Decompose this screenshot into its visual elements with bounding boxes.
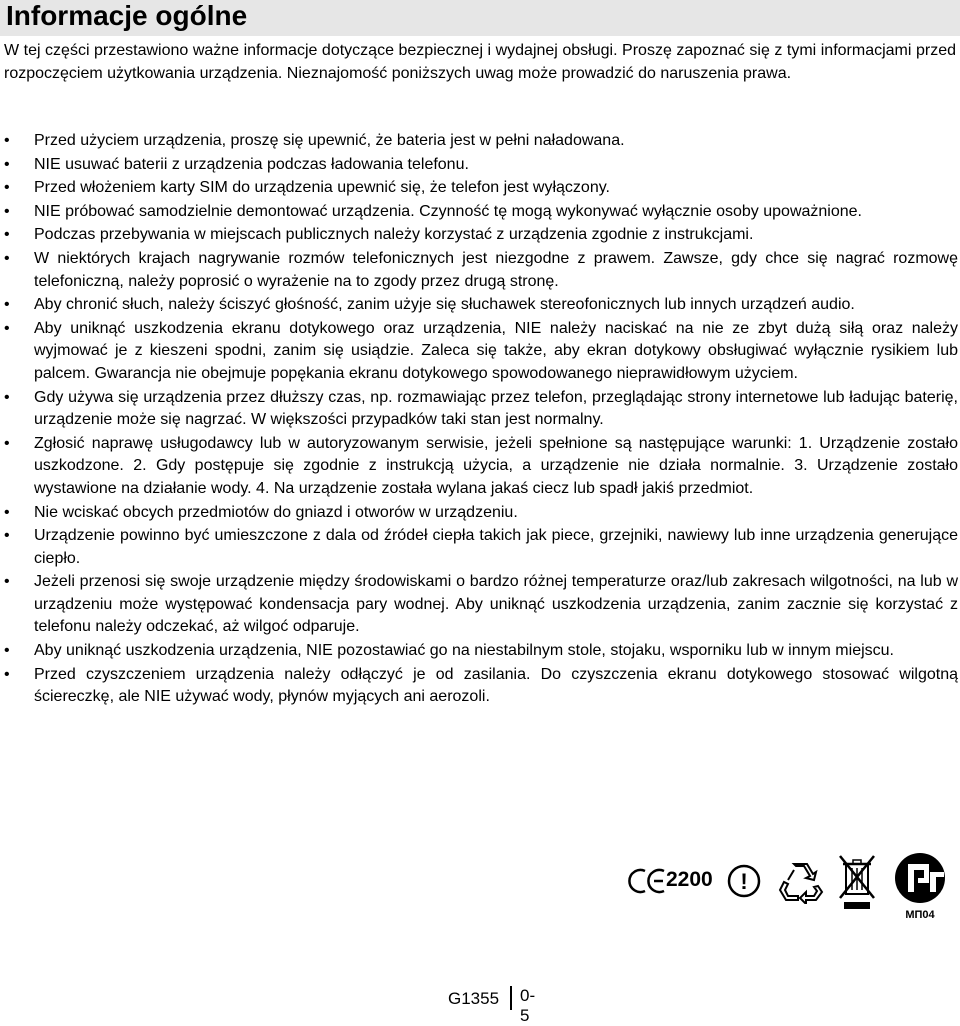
bullet-text: Nie wciskać obcych przedmiotów do gniazd i otworów w urządzeniu. bbox=[34, 503, 518, 521]
intro-paragraph: W tej części przestawiono ważne informacje dotyczące bezpiecznej i wydajnej obsługi. Proszę zapoznać się z tymi informacjami przed rozpoczęciem użytkowania urządzenia. Nieznajomość poniższych uwag może prowadzić do naruszenia prawa. bbox=[4, 42, 956, 82]
bullet-item bbox=[0, 433, 958, 501]
bullet-item bbox=[0, 387, 958, 432]
bullet-marker: • bbox=[4, 642, 10, 660]
bullet-marker: • bbox=[4, 249, 10, 267]
bullet-item bbox=[0, 201, 958, 224]
safety-bullet-list bbox=[0, 130, 958, 710]
bullet-text: Przed czyszczeniem urządzenia należy odłączyć je od zasilania. Do czyszczenia ekranu dotykowego stosować wilgotną ściereczkę, ale NIE używać wody, płynów myjących ani aerozoli. bbox=[34, 665, 958, 706]
pct-gost-icon bbox=[890, 852, 952, 920]
certification-marks bbox=[628, 850, 958, 920]
bullet-text: Aby uniknąć uszkodzenia urządzenia, NIE pozostawiać go na niestabilnym stole, stojaku, wsporniku lub w innym miejscu. bbox=[34, 642, 894, 660]
bullet-marker: • bbox=[4, 296, 10, 314]
bullet-item bbox=[0, 571, 958, 639]
bullet-item bbox=[0, 664, 958, 709]
page-title: Informacje ogólne bbox=[6, 0, 248, 31]
bullet-item bbox=[0, 640, 958, 663]
ce-number: 2200 bbox=[666, 868, 713, 891]
bullet-text: Przed użyciem urządzenia, proszę się upewnić, że bateria jest w pełni naładowana. bbox=[34, 132, 625, 149]
bullet-item bbox=[0, 130, 958, 153]
bullet-text: NIE usuwać baterii z urządzenia podczas ładowania telefonu. bbox=[34, 155, 469, 173]
bullet-text: Urządzenie powinno być umieszczone z dala od źródeł ciepła takich jak piece, grzejniki, nawiewy lub inne urządzenia generujące ciepło. bbox=[34, 527, 958, 567]
footer-page-number: 0-5 bbox=[520, 986, 536, 1025]
bullet-marker: • bbox=[4, 573, 10, 591]
bullet-item bbox=[0, 224, 958, 247]
ce-mark-icon bbox=[628, 866, 668, 896]
bullet-item bbox=[0, 248, 958, 293]
bullet-marker: • bbox=[4, 527, 10, 545]
footer-model: G1355 bbox=[448, 989, 500, 1008]
title-bar bbox=[0, 0, 960, 36]
bullet-marker: • bbox=[4, 202, 10, 220]
bullet-text: Podczas przebywania w miejscach publicznych należy korzystać z urządzenia zgodnie z instrukcjami. bbox=[34, 226, 754, 244]
bullet-marker: • bbox=[4, 155, 10, 173]
bullet-marker: • bbox=[4, 665, 10, 683]
alert-icon bbox=[727, 864, 761, 898]
bullet-item bbox=[0, 525, 958, 570]
footer-divider bbox=[510, 986, 512, 1010]
bullet-item bbox=[0, 294, 958, 317]
bullet-item bbox=[0, 154, 958, 177]
bullet-item bbox=[0, 318, 958, 386]
bullet-text: Przed włożeniem karty SIM do urządzenia upewnić się, że telefon jest wyłączony. bbox=[34, 179, 610, 197]
bullet-text: W niektórych krajach nagrywanie rozmów telefonicznych jest niezgodne z prawem. Zawsze, gdy chce się nagrać rozmowę telefoniczną, należy poprosić o wyrażenie na to zgody przez drugą stronę. bbox=[34, 249, 958, 290]
bullet-marker: • bbox=[4, 319, 10, 337]
weee-bin-icon bbox=[836, 852, 878, 912]
bullet-marker: • bbox=[4, 226, 10, 244]
bullet-marker: • bbox=[4, 503, 10, 521]
bullet-marker: • bbox=[4, 434, 10, 452]
bullet-item bbox=[0, 502, 958, 525]
recycle-icon bbox=[776, 860, 824, 904]
bullet-text: Gdy używa się urządzenia przez dłuższy czas, np. rozmawiając przez telefon, przeglądając strony internetowe lub ładując baterię, urządzenie może się nagrzać. W większości przypadków taki stan jest normalny. bbox=[34, 388, 958, 429]
bullet-text: Zgłosić naprawę usługodawcy lub w autoryzowanym serwisie, jeżeli spełnione są następujące warunki: 1. Urządzenie zostało uszkodzone. 2. Gdy postępuje się zgodnie z instrukcją użycia, a urządzenie nie działa normalnie. 3. Urządzenie zostało wystawione na działanie wody. 4. Na urządzenie została wylana jakaś ciecz lub spadł jakiś przedmiot. bbox=[34, 434, 958, 497]
bullet-text: Jeżeli przenosi się swoje urządzenie między środowiskami o bardzo różnej temperaturze oraz/lub zakresach wilgotności, na lub w urządzeniu może występować kondensacja pary wodnej. Aby uniknąć uszkodzenia urządzenia, zanim zacznie się korzystać z telefonu należy odczekać, aż wilgoć odparuje. bbox=[34, 573, 958, 636]
bullet-marker: • bbox=[4, 132, 10, 149]
bullet-text: NIE próbować samodzielnie demontować urządzenia. Czynność tę mogą wykonywać wyłącznie osoby upoważnione. bbox=[34, 202, 862, 220]
bullet-marker: • bbox=[4, 388, 10, 406]
alert-symbol: ! bbox=[740, 869, 748, 894]
gost-code: МП04 bbox=[905, 909, 935, 920]
bullet-marker: • bbox=[4, 179, 10, 197]
bullet-text: Aby chronić słuch, należy ściszyć głośność, zanim użyje się słuchawek stereofonicznych lub innych urządzeń audio. bbox=[34, 296, 855, 314]
bullet-item bbox=[0, 177, 958, 200]
bullet-text: Aby uniknąć uszkodzenia ekranu dotykowego oraz urządzenia, NIE należy naciskać na nie ze zbyt dużą siłą oraz należy wyjmować je z kieszeni spodni, zanim się usiądzie. Zaleca się także, aby ekran dotykowy obsługiwać wyłącznie rysikiem lub palcem. Gwarancja nie obejmuje popękania ekranu dotykowego spowodowanego nieprawidłowym użyciem. bbox=[34, 319, 958, 382]
